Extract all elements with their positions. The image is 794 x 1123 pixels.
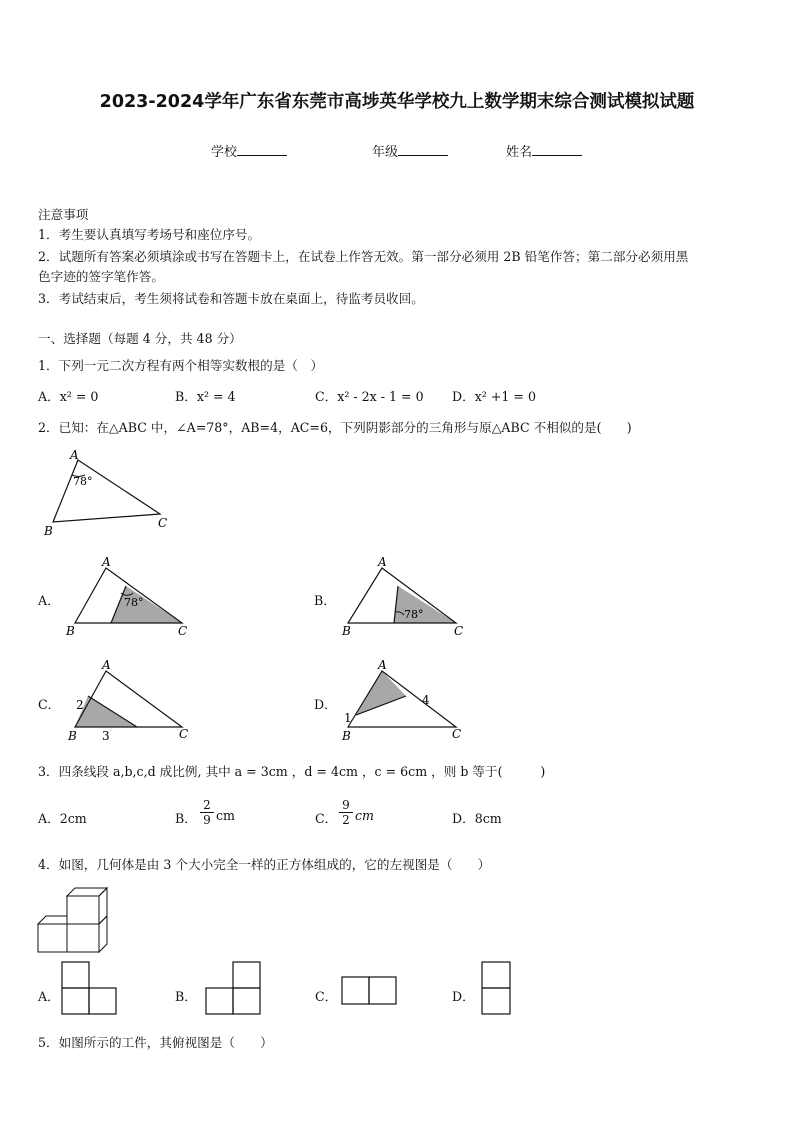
svg-text:A: A xyxy=(102,658,111,672)
q4-option-c-letter: C． xyxy=(315,989,338,1004)
q4-option-b-letter: B． xyxy=(175,989,197,1004)
school-field xyxy=(211,141,287,160)
svg-text:4: 4 xyxy=(422,693,430,707)
q1-stem: 1．下列一元二次方程有两个相等实数根的是（ ） xyxy=(38,358,324,373)
svg-text:C: C xyxy=(454,624,464,638)
q3-option-d: D．8cm xyxy=(452,811,502,826)
q3-b-numerator: 2 xyxy=(203,798,211,812)
q1-option-b: B．x² = 4 xyxy=(175,389,236,404)
q4-option-b-figure xyxy=(204,960,264,1018)
q3-option-b-letter: B． xyxy=(175,811,197,826)
svg-text:A: A xyxy=(378,555,387,569)
q2-option-b-letter: B． xyxy=(314,593,336,608)
svg-text:C: C xyxy=(178,624,188,638)
note-item: 2．试题所有答案必须填涂或书写在答题卡上，在试卷上作答无效。第一部分必须用 2B 铅笔作答；第二部分必须用黑 xyxy=(38,249,689,264)
q4-option-d-letter: D． xyxy=(452,989,475,1004)
school-blank xyxy=(237,143,287,156)
svg-text:78°: 78° xyxy=(404,608,424,621)
section-heading: 一、选择题（每题 4 分，共 48 分） xyxy=(38,331,242,346)
q1-option-a: A．x² = 0 xyxy=(38,389,99,404)
svg-text:B: B xyxy=(68,729,77,743)
name-label: 姓名 xyxy=(506,145,533,160)
q2-option-c-figure xyxy=(62,656,202,746)
label-b: B xyxy=(44,524,53,538)
page-title: 2023-2024学年广东省东莞市高埗英华学校九上数学期末综合测试模拟试题 xyxy=(99,92,695,112)
q4-option-d-figure xyxy=(480,960,514,1018)
svg-text:C: C xyxy=(179,727,189,741)
svg-text:A: A xyxy=(378,658,387,672)
q3-b-fraction xyxy=(200,798,214,827)
svg-text:C: C xyxy=(452,727,462,741)
svg-text:B: B xyxy=(342,729,351,743)
q4-cubes-figure xyxy=(36,882,116,956)
q2-option-b-figure xyxy=(338,553,478,641)
q2-option-c-letter: C． xyxy=(38,697,61,712)
q1-option-d: D．x² +1 = 0 xyxy=(452,389,536,404)
q4-option-a-letter: A． xyxy=(38,989,60,1004)
grade-label: 年级 xyxy=(372,145,399,160)
q5-stem: 5．如图所示的工件，其俯视图是（ ） xyxy=(38,1035,273,1050)
notes-heading: 注意事项 xyxy=(38,207,89,222)
svg-text:1: 1 xyxy=(344,711,352,725)
q2-option-d-letter: D． xyxy=(314,697,337,712)
q3-option-a: A．2cm xyxy=(38,811,87,826)
name-field xyxy=(506,141,582,160)
q2-option-a-letter: A． xyxy=(38,593,60,608)
svg-text:78°: 78° xyxy=(124,596,144,609)
school-label: 学校 xyxy=(211,145,238,160)
label-a: A xyxy=(70,448,79,462)
q3-b-denominator: 9 xyxy=(200,812,214,827)
svg-text:2: 2 xyxy=(76,698,84,712)
q4-option-a-figure xyxy=(60,960,120,1018)
svg-text:B: B xyxy=(342,624,351,638)
grade-blank xyxy=(398,143,448,156)
q3-c-fraction xyxy=(339,798,353,827)
q3-c-denominator: 2 xyxy=(339,812,353,827)
q3-option-c xyxy=(315,808,337,827)
angle-label: 78° xyxy=(73,475,93,488)
q1-option-c: C．x² - 2x - 1 = 0 xyxy=(315,389,424,404)
q2-main-triangle xyxy=(38,445,188,540)
q3-b-unit: cm xyxy=(216,808,235,823)
q3-option-b xyxy=(175,808,197,827)
note-item: 1．考生要认真填写考场号和座位序号。 xyxy=(38,227,261,242)
q3-c-numerator: 9 xyxy=(342,798,350,812)
label-c: C xyxy=(158,516,168,530)
name-blank xyxy=(532,143,582,156)
q2-option-a-figure xyxy=(62,553,202,641)
svg-text:B: B xyxy=(66,624,75,638)
grade-field xyxy=(372,141,448,160)
note-item: 3．考试结束后，考生须将试卷和答题卡放在桌面上，待监考员收回。 xyxy=(38,291,424,306)
q4-option-c-figure xyxy=(340,975,400,1007)
svg-text:3: 3 xyxy=(102,729,110,743)
q3-option-c-letter: C． xyxy=(315,811,338,826)
q2-stem: 2．已知：在△ABC 中，∠A=78°，AB=4，AC=6，下列阴影部分的三角形与原△ABC 不相似的是( ) xyxy=(38,420,632,435)
q2-option-d-figure xyxy=(338,656,478,746)
q3-stem: 3．四条线段 a,b,c,d 成比例, 其中 a = 3cm ，d = 4cm ，c = 6cm ，则 b 等于( ) xyxy=(38,764,546,779)
svg-text:A: A xyxy=(102,555,111,569)
note-item: 色字迹的签字笔作答。 xyxy=(38,269,164,284)
q4-stem: 4．如图，几何体是由 3 个大小完全一样的正方体组成的，它的左视图是（ ） xyxy=(38,857,491,872)
q3-c-unit: cm xyxy=(355,808,374,823)
